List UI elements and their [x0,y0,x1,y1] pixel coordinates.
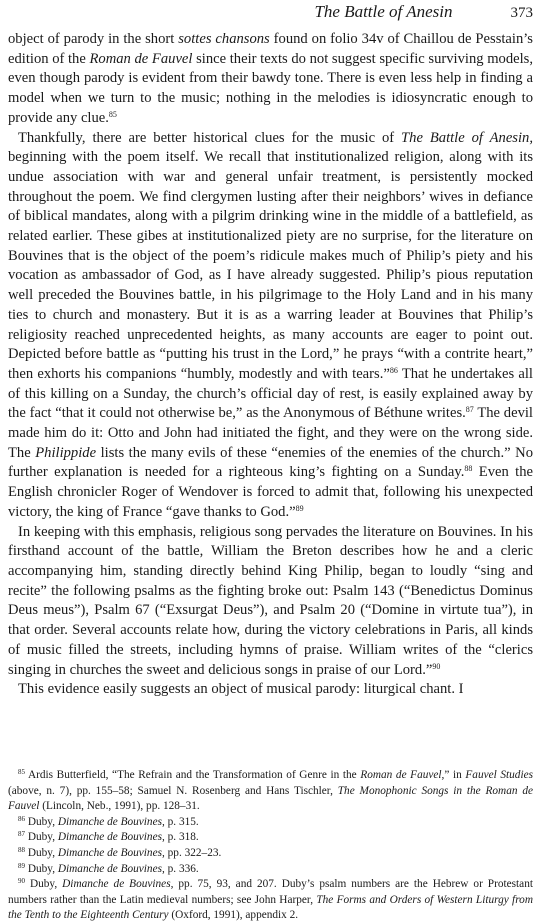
text-run: (Lincoln, Neb., 1991), pp. 128–31. [39,800,200,813]
italic-text: sottes chansons [178,31,270,47]
italic-text: Roman de Fauvel [89,50,193,67]
footnote [8,877,533,924]
footnote [8,815,533,831]
footnote [8,768,533,815]
italic-text: The Forms and Orders of Western Liturgy from the Tenth to the Eighteenth Century [8,893,533,922]
text-run: The devil made him do it: Otto and John had initiated the fight, and they were on the wrong side. The [8,405,533,461]
note-reference: 88 [464,464,473,474]
text-run: since their texts do not suggest specific surviving models, even though parody is evident from their bawdy tone. There is even less help in finding a model when we turn to the music; nothing in the melodies is idiosyncratic enough to provide any clue. [8,50,533,126]
italic-text: Dimanche de Bouvines, [57,862,165,875]
note-reference: 86 [389,365,398,375]
paragraph [8,680,533,700]
footnotes [8,768,533,924]
text-run: Duby, [25,831,58,844]
note-reference: 87 [465,405,474,415]
italic-text: Dimanche de Bouvines, [62,878,174,891]
text-run: Duby, [25,862,58,875]
text-run: pp. 322–23. [164,846,222,859]
text-run: (Oxford, 1991), appendix 2. [168,909,299,922]
text-run: beginning with the poem itself. We recall that institutionalized religion, along with its undue association with war and general unfair treatment, is persistently mocked throughout the poem. We find clergymen lusting after their neighbors’ wives in defiance of biblical mandates, along with a pilgrim drinking wine in the middle of a battlefield, as related earlier. These gibes at institutionalized piety are no surprise, for the literature on Bouvines that is the object of the poem’s ridicule makes much of Philip’s piety and his vocation as ambassador of God, as I have already suggested. Philip’s pious reputation well preceded the Bouvines battle, in his pilgrimage to the Holy Land and in his many ties to church and monastery. But it is as a warring leader at Bouvines that Philip’s religiosity reached unprecedented heights, as many accounts are eager to point out. Depicted before battle as “putting his trust in the Lord,” he prays “with a contrite heart,” then exhorts his companions “humbly, modestly and with tears.” [8,149,533,382]
text-run: ” in [444,769,466,781]
italic-text: Fauvel Studies [465,769,533,781]
note-reference: 90 [18,877,25,886]
note-reference: 87 [18,830,25,839]
italic-text: Dimanche de Bouvines, [57,831,165,844]
text-run: p. 318. [164,831,199,844]
running-title: The Battle of Anesin [314,2,453,21]
text-run: found on folio 34v of Chaillou de Pesstain’s edition of the [8,31,533,67]
text-run: pp. 75, 93, and 207. Duby’s psalm numbers are the Hebrew or Protestant numbers rather than the Latin medieval numbers; see John Harper, [8,878,533,906]
text-run: In keeping with this emphasis, religious song pervades the literature on Bouvines. In his firsthand account of the battle, William the Breton describes how he and a cleric accompanying him, standing directly behind King Philip, began to loudly “sing and recite” the following psalms as the fighting broke out: Psalm 143 (“Benedictus Dominus Deus meus”), Psalm 67 (“Exsurgat Deus”), and Psalm 20 (“Domine in virtute tua”), in that order. Several accounts relate how, during the victory celebrations in Paris, all kinds of music filled the streets, including hymns of praise. William writes of the “clerics singing in churches the sweet and delicious songs in praise of our Lord.” [8,523,533,678]
footnote [8,830,533,846]
italic-text: The Monophonic Songs in the Roman de Fauvel [8,784,533,813]
text-run: object of parody in the short [8,31,179,47]
italic-text: Roman de Fauvel, [360,769,445,781]
paragraph [8,129,533,523]
text-run: Duby, [25,815,58,828]
text-run: Duby, [25,846,58,859]
paragraph [8,30,533,129]
italic-text: Dimanche de Bouvines, [57,815,165,828]
page-number: 373 [510,5,533,21]
text-run: p. 336. [164,862,199,875]
italic-text: The Battle of Anesin, [401,129,533,146]
text-run: p. 315. [164,815,199,828]
text-run: Thankfully, there are better historical clues for the music of [18,129,402,146]
text-run: (above, n. 7), pp. 155–58; Samuel N. Rosenberg and Hans Tischler, [8,784,338,797]
italic-text: Philippide [35,444,97,461]
note-reference: 89 [295,503,304,513]
italic-text: Dimanche de Bouvines, [57,846,165,859]
note-reference: 88 [18,845,25,854]
note-reference: 89 [18,861,25,870]
footnote [8,862,533,878]
note-reference: 86 [18,814,25,823]
text-run: That he undertakes all of this killing on a Sunday, the church’s official day of rest, is easily explained away by the fact “that it could not otherwise be,” as the Anonymous of Béthune writes. [8,365,533,422]
text-run: Ardis Butterfield, “The Refrain and the Transformation of Genre in the [25,769,361,781]
text-run: Duby, [25,878,63,891]
footnote [8,846,533,862]
note-reference: 85 [108,109,117,119]
page-header [8,2,533,30]
text-run: This evidence easily suggests an object of musical parody: liturgical chant. I [18,681,464,698]
note-reference: 90 [432,661,441,671]
body-text [8,30,533,700]
note-reference: 85 [18,768,25,776]
paragraph [8,523,533,681]
text-run: Even the English chronicler Roger of Wendover is forced to admit that, following his unexpected victory, the king of France “gave thanks to God.” [8,464,533,520]
text-run: lists the many evils of these “enemies of the enemies of the church.” No further explanation is needed for a righteous king’s fighting on a Sunday. [8,444,533,481]
